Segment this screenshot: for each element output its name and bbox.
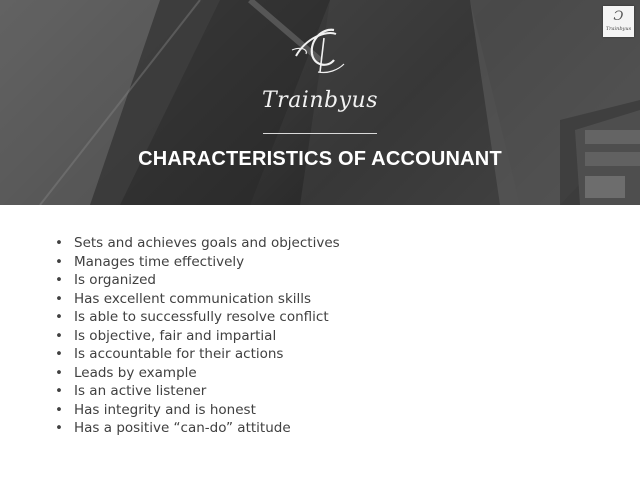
corner-logo [603,6,634,37]
bullet-icon: • [55,235,63,251]
list-item: • Is able to successfully resolve conflict [55,309,329,325]
list-item: • Is an active listener [55,383,207,399]
bullet-icon: • [55,383,63,399]
list-item: • Leads by example [55,364,197,381]
header-divider [263,133,377,134]
bullet-icon: • [55,346,63,362]
list-item: • Is accountable for their actions [55,346,284,362]
bullet-icon: • [55,327,63,344]
trainbyus-monogram-icon [282,20,358,80]
bullet-icon: • [55,290,63,307]
slide-title: CHARACTERISTICS OF ACCOUNANT [138,148,502,170]
characteristics-list [52,234,340,438]
bullet-icon: • [55,272,63,288]
list-item: • Manages time effectively [55,253,245,270]
list-item: • Has excellent communication skills [55,290,312,307]
bullet-icon: • [55,309,63,325]
list-item: • Has a positive “can-do” attitude [55,420,291,436]
header-banner [0,0,640,205]
brand-name: Trainbyus [262,88,378,113]
corner-logo-name: Trainbyus [605,26,632,32]
bullet-icon: • [55,420,63,436]
list-item: • Sets and achieves goals and objectives [55,235,340,251]
list-item: • Is organized [55,272,156,288]
list-item: • Has integrity and is honest [55,401,256,418]
bullet-icon: • [55,253,63,270]
bullet-icon: • [55,401,63,418]
list-item: • Is objective, fair and impartial [55,327,277,344]
bullet-icon: • [55,364,63,381]
corner-logo-mark: Ɔ [613,9,624,24]
